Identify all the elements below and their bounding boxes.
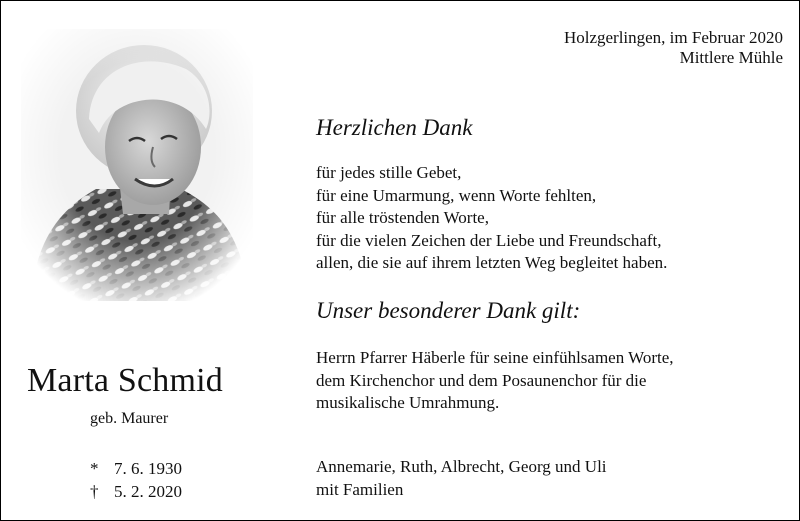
deceased-name: Marta Schmid <box>27 362 223 399</box>
special-thanks-line: musikalische Umrahmung. <box>316 393 500 412</box>
signature-line: mit Familien <box>316 479 404 499</box>
location: Mittlere Mühle <box>679 48 783 67</box>
thanks-line: für eine Umarmung, wenn Worte fehlten, <box>316 185 597 205</box>
signature <box>316 456 607 501</box>
death-date: 5. 2. 2020 <box>114 482 182 501</box>
birth-date: 7. 6. 1930 <box>114 459 182 478</box>
birth-name: geb. Maurer <box>90 410 169 427</box>
life-dates <box>90 457 182 503</box>
special-thanks-line: dem Kirchenchor und dem Posaunenchor für die <box>316 370 647 390</box>
thanks-text <box>316 162 667 275</box>
death-row <box>90 480 182 503</box>
thanks-line: für die vielen Zeichen der Liebe und Freundschaft, <box>316 230 662 250</box>
thanks-line: für jedes stille Gebet, <box>316 163 462 182</box>
thanks-heading: Herzlichen Dank <box>316 115 473 140</box>
portrait-photo <box>21 29 253 301</box>
special-thanks-text <box>316 347 674 415</box>
death-symbol: † <box>90 482 99 501</box>
place-date: Holzgerlingen, im Februar 2020 <box>563 28 783 47</box>
thanks-line: für alle tröstenden Worte, <box>316 208 489 227</box>
place-date-block <box>564 28 783 68</box>
special-thanks-line: Herrn Pfarrer Häberle für seine einfühlsamen Worte, <box>316 348 674 367</box>
thanks-line: allen, die sie auf ihrem letzten Weg begleitet haben. <box>316 253 668 272</box>
signature-line: Annemarie, Ruth, Albrecht, Georg und Uli <box>316 457 607 476</box>
birth-symbol: * <box>90 459 99 478</box>
birth-row <box>90 457 182 480</box>
special-thanks-heading: Unser besonderer Dank gilt: <box>316 298 581 323</box>
